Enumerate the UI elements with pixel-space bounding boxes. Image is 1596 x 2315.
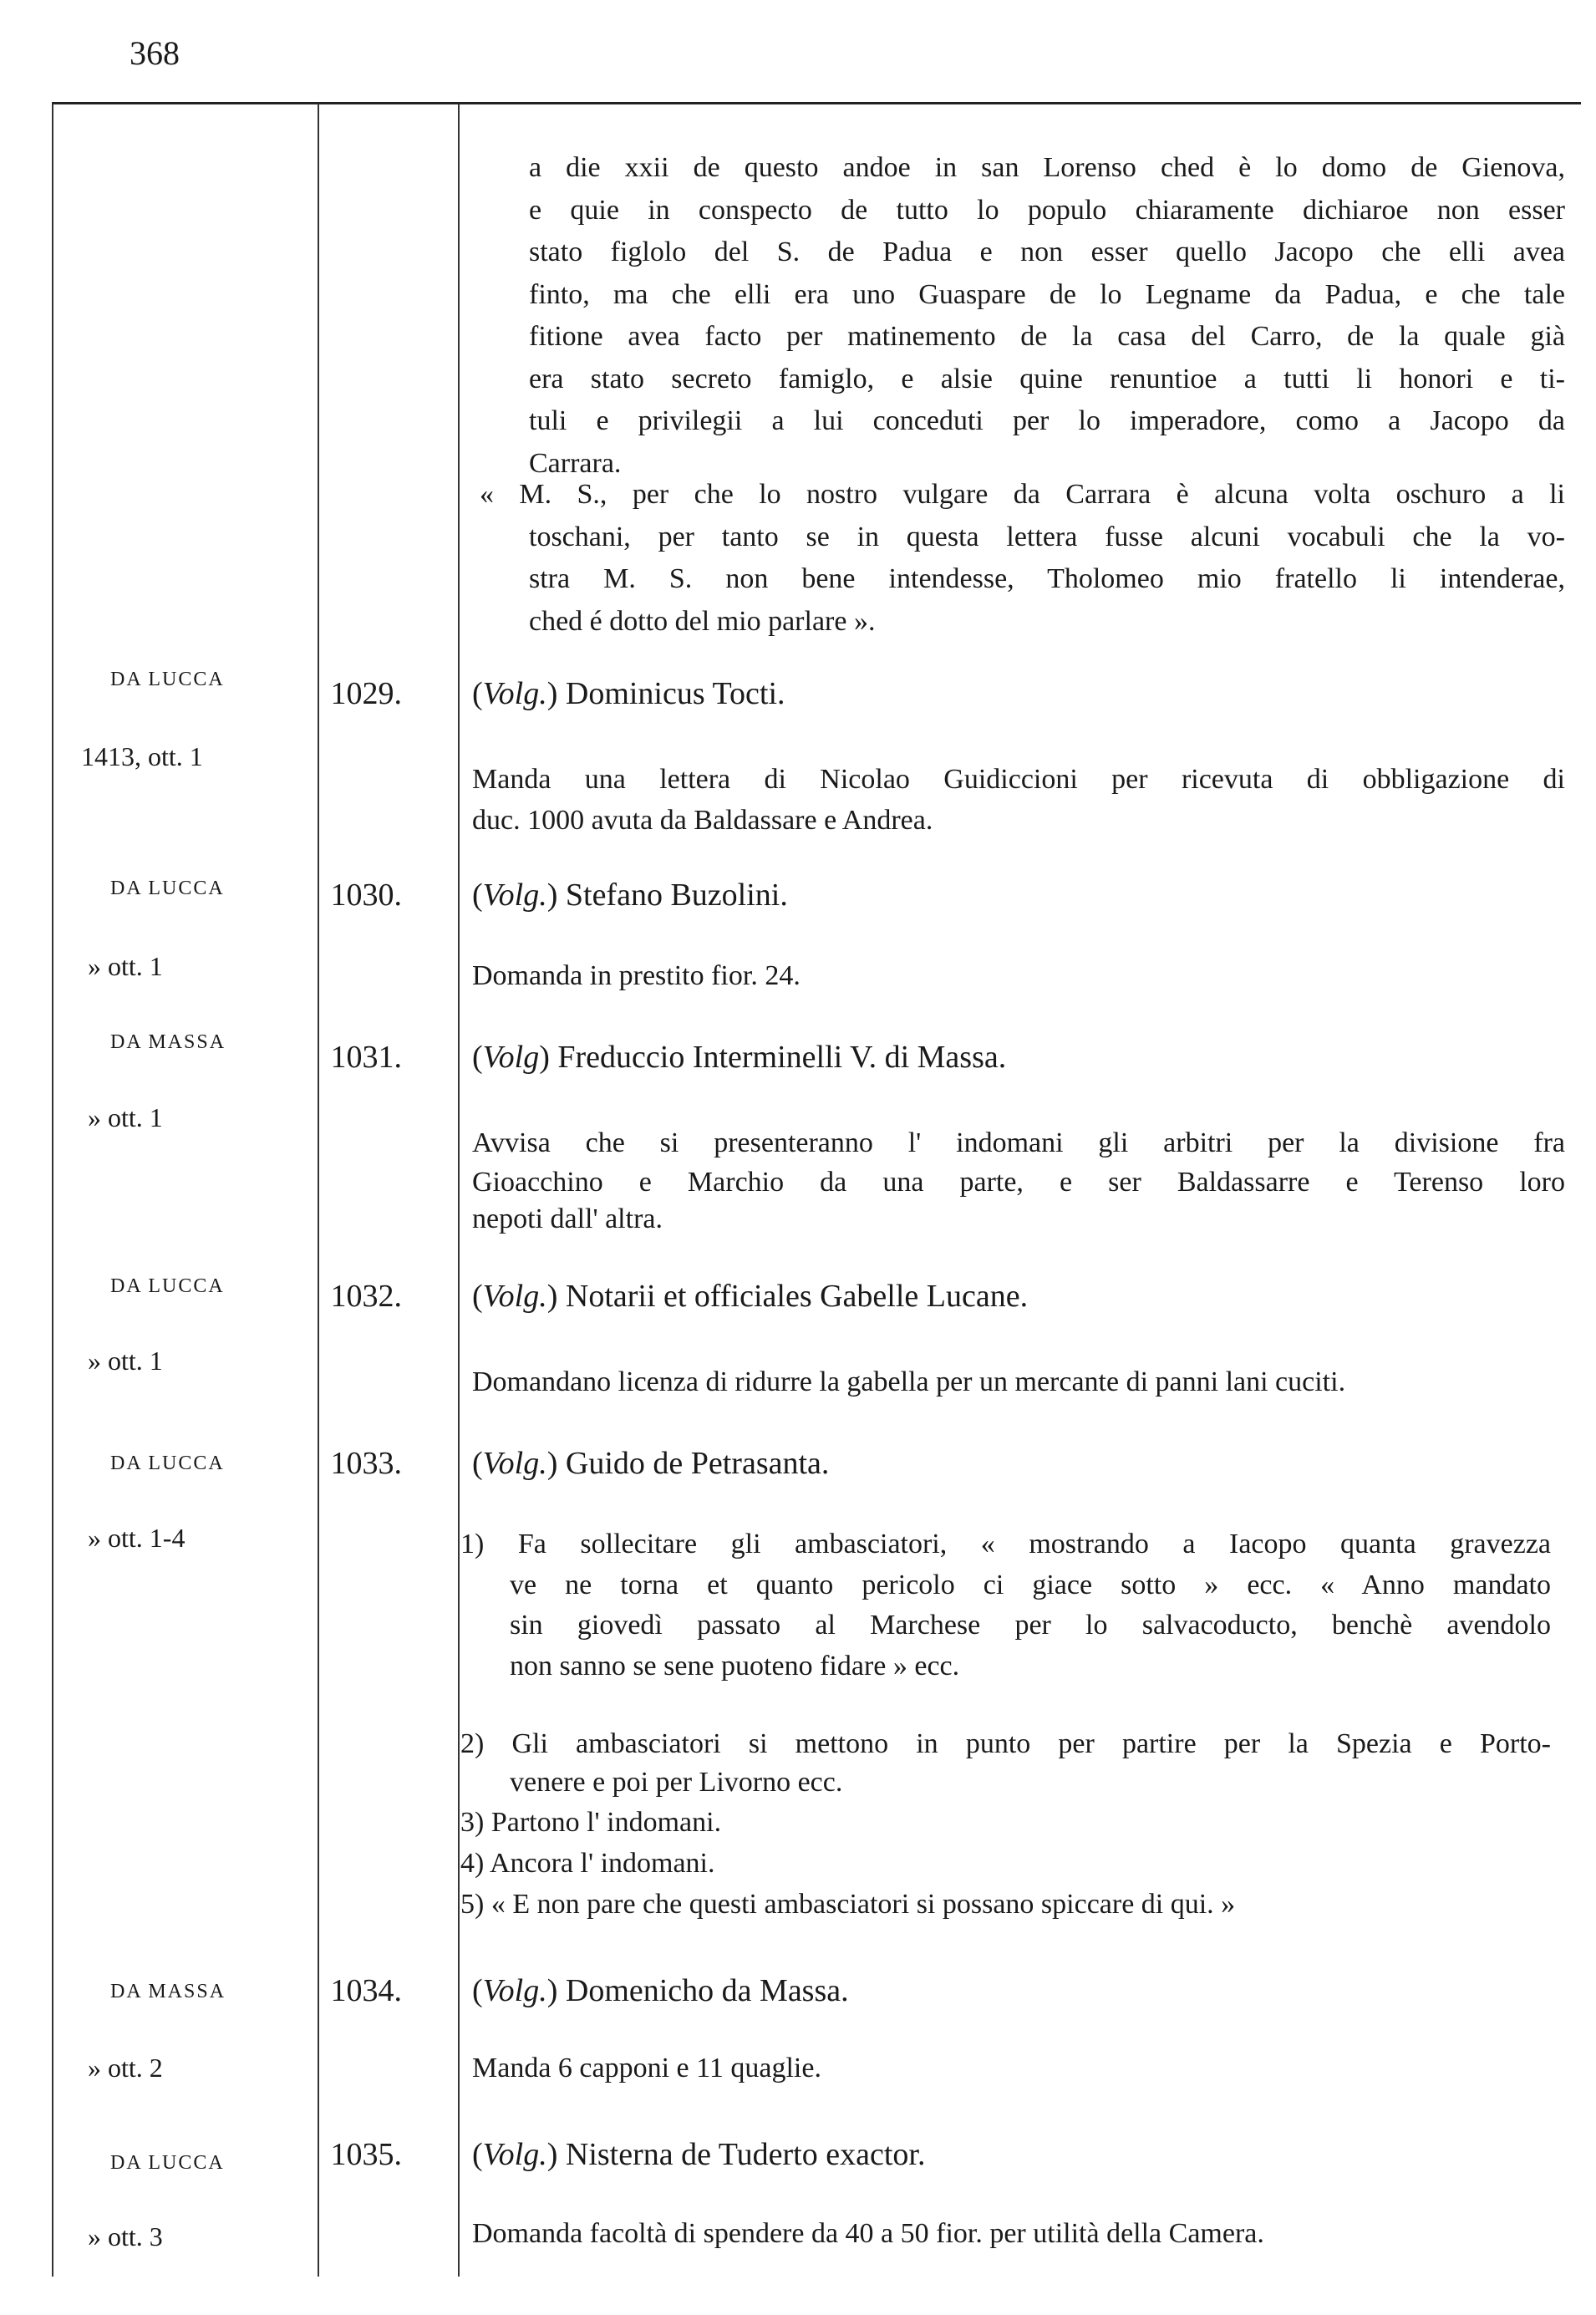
text-line: ched é dotto del mio parlare ». [529,605,876,637]
text-line: tuli e privilegii a lui conceduti per lo imperadore, como a Jacopo da [529,405,1565,436]
text-line: 4) Ancora l' indomani. [460,1848,715,1879]
text-line: 1) Fa sollecitare gli ambasciatori, « mostrando a Iacopo quanta gravezza [460,1529,1551,1559]
text-line: sin giovedì passato al Marchese per lo salvacoducto, benchè avendolo [510,1610,1551,1641]
entry-date: » ott. 1 [88,1346,163,1376]
column-divider-left [52,104,53,2277]
text-line: 5) « E non pare che questi ambasciatori si possano spiccare di qui. » [460,1889,1236,1920]
entry-origin: DA LUCCA [110,669,225,690]
entry-date: » ott. 2 [88,2053,163,2083]
volg-label: Volg. [482,878,547,913]
text-line: nepoti dall' altra. [472,1203,663,1234]
text-line: « M. S., per che lo nostro vulgare da Carrara è alcuna volta oschuro a li [480,479,1565,510]
paren: ) [546,1973,566,2008]
entry-origin: DA LUCCA [110,1453,225,1474]
text-line: Gioacchino e Marchio da una parte, e ser Baldassarre e Terenso loro [472,1167,1565,1198]
sender-name: Guido de Petrasanta. [565,1446,830,1481]
paren: ( [472,1040,483,1075]
paren: ) [539,1040,558,1075]
entry-date: » ott. 1 [88,951,163,981]
paren: ) [546,878,566,913]
entry-heading [472,1442,829,1484]
entry-number: 1029. [330,676,402,711]
entry-number: 1032. [330,1279,402,1314]
entry-heading [472,673,785,715]
entry-heading [472,2134,925,2175]
entry-origin: DA MASSA [110,1031,226,1053]
entry-number: 1033. [330,1446,402,1481]
page-number: 368 [130,34,180,72]
volg-label: Volg. [482,2137,547,2172]
entry-heading [472,1970,849,2012]
volg-label: Volg. [482,1973,547,2008]
text-line: duc. 1000 avuta da Baldassare e Andrea. [472,805,933,836]
text-line: venere e poi per Livorno ecc. [510,1767,843,1798]
entry-date: » ott. 1 [88,1102,163,1132]
sender-name: Stefano Buzolini. [565,878,788,913]
entry-heading [472,1275,1028,1317]
text-line: Manda 6 capponi e 11 quaglie. [472,2053,821,2084]
paren: ) [546,1279,566,1314]
column-divider-right [458,104,460,2277]
text-line: e quie in conspecto de tutto lo populo chiaramente dichiaroe non esser [529,194,1565,226]
entry-origin: DA MASSA [110,1981,226,2002]
entry-heading [472,874,788,916]
text-line: stra M. S. non bene intendesse, Tholomeo mio fratello li intenderae, [529,563,1565,594]
entry-number: 1030. [330,878,402,913]
text-line: non sanno se sene puoteno fidare » ecc. [510,1651,960,1682]
text-line: Manda una lettera di Nicolao Guidiccioni per ricevuta di obbligazione di [472,764,1565,795]
sender-name: Dominicus Tocti. [565,676,785,711]
volg-label: Volg [482,1040,540,1075]
paren: ( [472,1446,483,1481]
entry-date: » ott. 1-4 [88,1523,186,1553]
entry-date: » ott. 3 [88,2221,163,2251]
sender-name: Freduccio Interminelli V. di Massa. [557,1040,1007,1075]
entry-origin: DA LUCCA [110,2152,225,2174]
paren: ) [546,676,566,711]
text-line: 2) Gli ambasciatori si mettono in punto per partire per la Spezia e Porto- [460,1728,1551,1759]
text-line: Avvisa che si presenteranno l' indomani gli arbitri per la divisione fra [472,1127,1565,1158]
text-line: finto, ma che elli era uno Guaspare de lo Legname da Padua, e che tale [529,278,1565,310]
sender-name: Domenicho da Massa. [565,1973,849,2008]
text-line: era stato secreto famiglo, e alsie quine renuntioe a tutti li honori e ti- [529,363,1565,394]
entry-origin: DA LUCCA [110,878,225,899]
sender-name: Nisterna de Tuderto exactor. [565,2137,926,2172]
top-rule [52,102,1581,104]
volg-label: Volg. [482,1446,547,1481]
paren: ( [472,878,483,913]
sender-name: Notarii et officiales Gabelle Lucane. [565,1279,1029,1314]
text-line: 3) Partono l' indomani. [460,1807,722,1838]
text-line: Domanda facoltà di spendere da 40 a 50 fior. per utilità della Camera. [472,2218,1264,2249]
text-line: ve ne torna et quanto pericolo ci giace sotto » ecc. « Anno mandato [510,1570,1551,1600]
paren: ( [472,676,483,711]
paren: ) [546,1446,566,1481]
text-line: a die xxii de questo andoe in san Lorenso ched è lo domo de Gienova, [529,152,1565,183]
paren: ( [472,1973,483,2008]
entry-number: 1031. [330,1040,402,1075]
entry-number: 1035. [330,2137,402,2172]
paren: ( [472,1279,483,1314]
entry-number: 1034. [330,1973,402,2008]
text-line: stato figlolo del S. de Padua e non esser quello Jacopo che elli avea [529,237,1565,267]
text-line: Carrara. [529,447,622,479]
text-line: toschani, per tanto se in questa lettera fusse alcuni vocabuli che la vo- [529,521,1565,552]
entry-date: 1413, ott. 1 [81,741,203,771]
entry-origin: DA LUCCA [110,1275,225,1297]
entry-heading [472,1036,1006,1078]
text-line: Domanda in prestito fior. 24. [472,960,801,991]
volg-label: Volg. [482,1279,547,1314]
paren: ( [472,2137,483,2172]
text-line: Domandano licenza di ridurre la gabella per un mercante di panni lani cuciti. [472,1366,1346,1397]
volg-label: Volg. [482,676,547,711]
text-line: fitione avea facto per matinemento de la casa del Carro, de la quale già [529,321,1565,352]
paren: ) [546,2137,566,2172]
column-divider-middle [318,104,319,2277]
